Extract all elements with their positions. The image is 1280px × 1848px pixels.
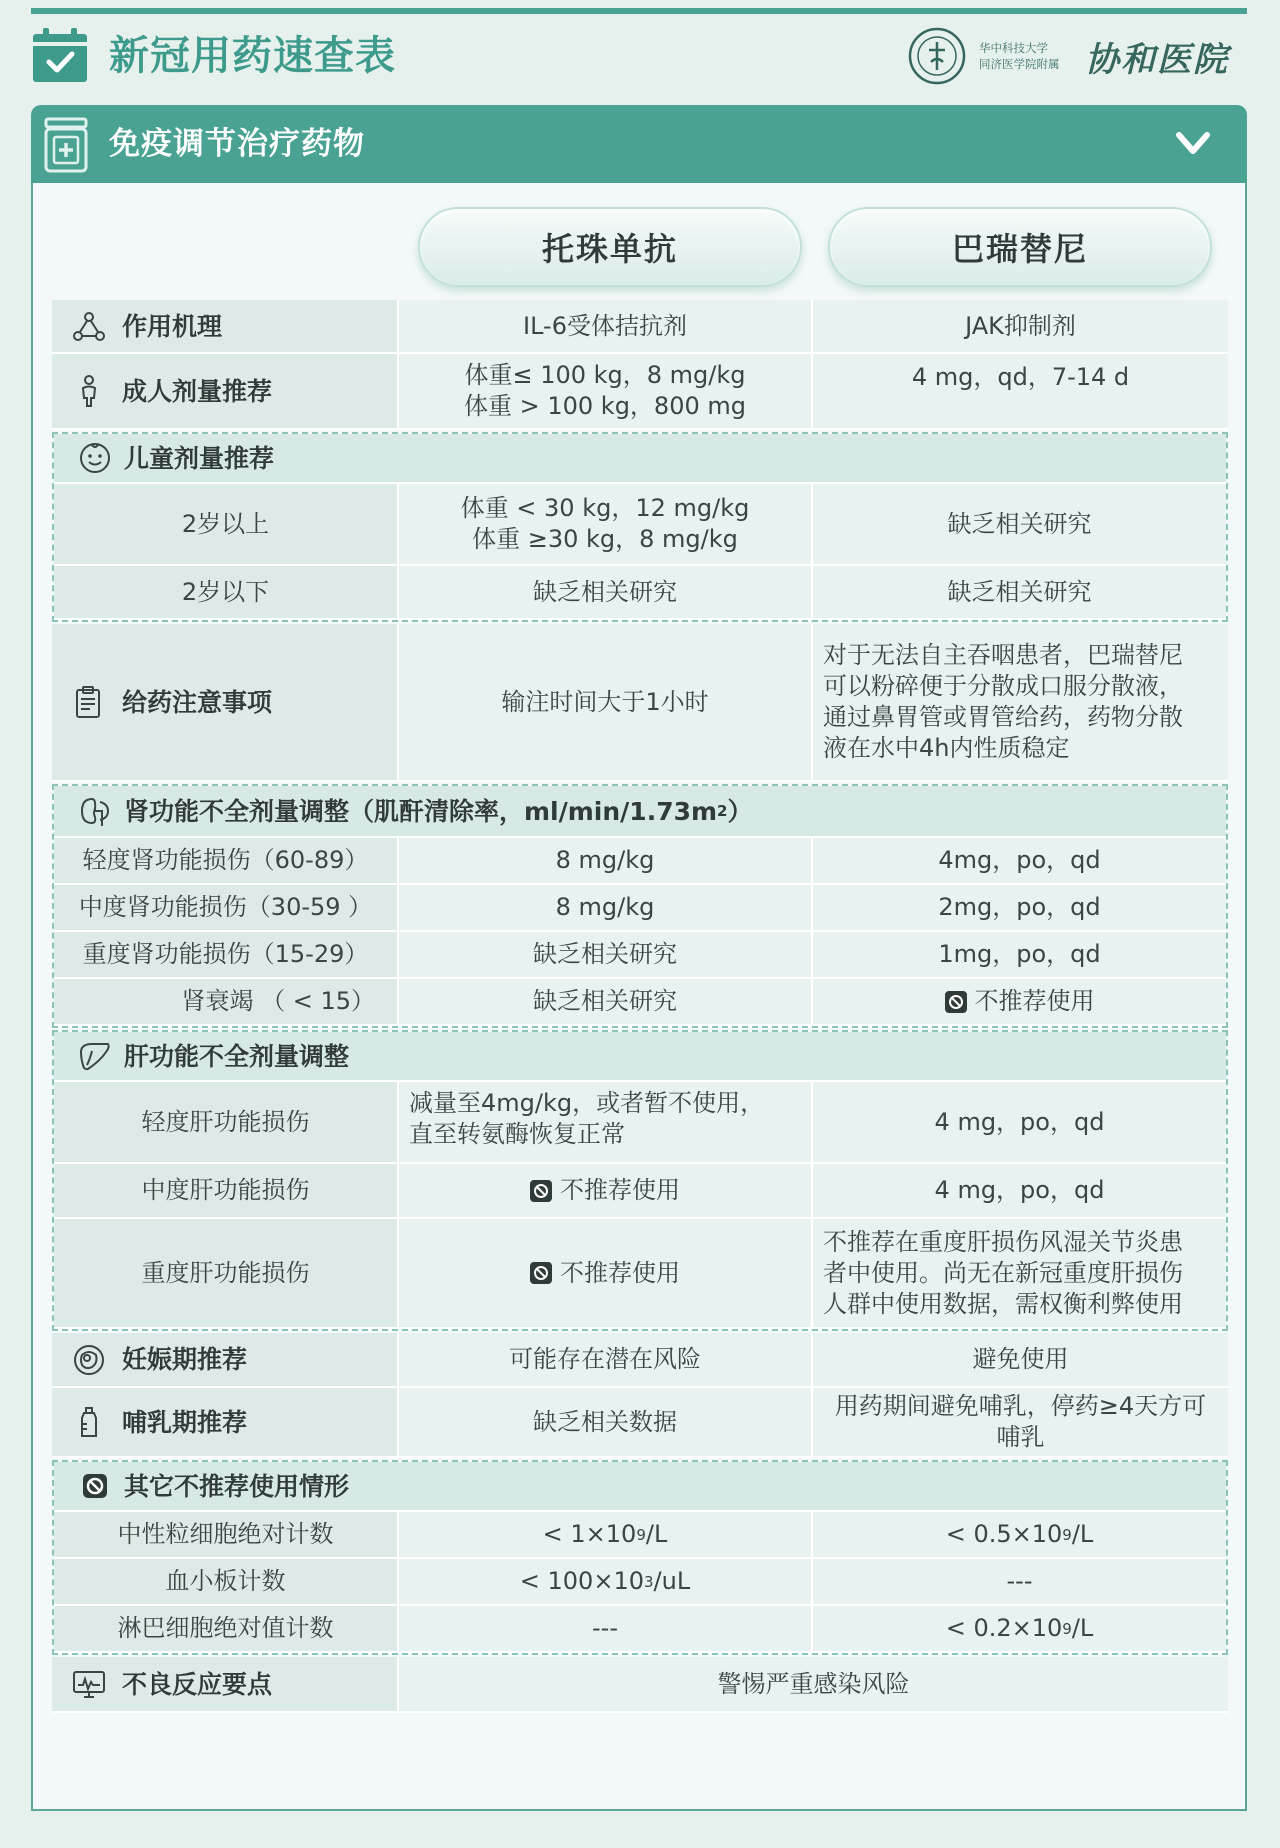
row-label: 重度肾功能损伤（15-29）: [54, 932, 399, 979]
tocilizumab-value: 缺乏相关研究: [399, 979, 813, 1026]
prohibited-icon: [530, 1180, 552, 1202]
section-header[interactable]: [31, 105, 1247, 183]
baricitinib-value: 4mg，po，qd: [813, 838, 1226, 885]
row-label: 淋巴细胞绝对值计数: [54, 1606, 399, 1653]
tocilizumab-value: 体重≤ 100 kg，8 mg/kg 体重 > 100 kg，800 mg: [399, 354, 813, 430]
group-header-renal: [54, 786, 1226, 838]
group-label: 儿童剂量推荐: [54, 434, 1226, 484]
table-row-pregnancy: [52, 1333, 1228, 1388]
row-label: 中度肝功能损伤: [54, 1164, 399, 1219]
baricitinib-value: 不推荐在重度肝损伤风湿关节炎患 者中使用。尚无在新冠重度肝损伤 人群中使用数据，需权衡利弊使用: [813, 1219, 1226, 1329]
molecule-icon: [72, 309, 106, 343]
table-row-lactation: [52, 1388, 1228, 1458]
logo-name: 协和医院: [1085, 40, 1229, 80]
table-row-lymphocyte: [54, 1606, 1226, 1653]
table-row-hepatic-severe: [54, 1219, 1226, 1329]
row-label: 轻度肾功能损伤（60-89）: [54, 838, 399, 885]
tocilizumab-value: IL-6受体拮抗剂: [399, 300, 813, 354]
table-row-renal-mild: [54, 838, 1226, 885]
tocilizumab-value: 缺乏相关研究: [399, 566, 813, 620]
tocilizumab-value: 缺乏相关数据: [399, 1388, 813, 1458]
table-row-adverse: [52, 1657, 1228, 1713]
table-row-renal-moderate: [54, 885, 1226, 932]
tocilizumab-value: < 1×10 9 /L: [399, 1512, 813, 1559]
baricitinib-value: JAK抑制剂: [813, 300, 1228, 354]
tocilizumab-value: 不推荐使用: [399, 1219, 813, 1329]
tocilizumab-value: 8 mg/kg: [399, 885, 813, 932]
prohibited-icon: [78, 1469, 112, 1503]
page-title: 新冠用药速查表: [109, 33, 396, 79]
row-label: 中性粒细胞绝对计数: [54, 1512, 399, 1559]
tocilizumab-value: 输注时间大于1小时: [399, 624, 813, 782]
baricitinib-value: 1mg，po，qd: [813, 932, 1226, 979]
group-header-other: [54, 1462, 1226, 1512]
baby-face-icon: [78, 441, 112, 475]
table-row-renal-severe: [54, 932, 1226, 979]
group-other-not-recommended: [52, 1460, 1228, 1655]
table-row-mechanism: [52, 300, 1228, 354]
tocilizumab-value: 缺乏相关研究: [399, 932, 813, 979]
drug-header-tocilizumab: 托珠单抗: [418, 207, 802, 287]
table-row-hepatic-mild: [54, 1082, 1226, 1164]
row-label: 轻度肝功能损伤: [54, 1082, 399, 1164]
baby-bottle-icon: [72, 1405, 106, 1439]
row-label: 成人剂量推荐: [52, 354, 399, 430]
row-label: 2岁以上: [54, 484, 399, 566]
group-label: 其它不推荐使用情形: [54, 1462, 1226, 1512]
row-label: 2岁以下: [54, 566, 399, 620]
tocilizumab-value: < 100×10 3 /uL: [399, 1559, 813, 1606]
baricitinib-value: < 0.5×10 9 /L: [813, 1512, 1226, 1559]
hospital-logo: [907, 26, 1237, 88]
table-row-hepatic-moderate: [54, 1164, 1226, 1219]
table-row-child-under2: [54, 566, 1226, 620]
group-hepatic-adjustment: [52, 1030, 1228, 1331]
row-label: 作用机理: [52, 300, 399, 354]
baricitinib-value: 4 mg，qd，7-14 d: [813, 354, 1228, 430]
prohibited-icon: [945, 991, 967, 1013]
baricitinib-value: 4 mg，po，qd: [813, 1082, 1226, 1164]
baricitinib-value: ---: [813, 1559, 1226, 1606]
drug-header-baricitinib: 巴瑞替尼: [828, 207, 1212, 287]
row-label: 血小板计数: [54, 1559, 399, 1606]
table-row-platelet: [54, 1559, 1226, 1606]
row-label: 肾衰竭 （ < 15）: [54, 979, 399, 1026]
group-child-dose: [52, 432, 1228, 622]
pregnant-icon: [72, 1343, 106, 1377]
person-icon: [72, 374, 106, 408]
table-row-renal-failure: [54, 979, 1226, 1026]
baricitinib-value: 2mg，po，qd: [813, 885, 1226, 932]
liver-icon: [78, 1039, 112, 1073]
tocilizumab-value: 减量至4mg/kg，或者暂不使用， 直至转氨酶恢复正常: [399, 1082, 813, 1164]
group-renal-adjustment: [52, 784, 1228, 1028]
baricitinib-value: 缺乏相关研究: [813, 566, 1226, 620]
table-row-neutrophil: [54, 1512, 1226, 1559]
group-label: 肝功能不全剂量调整: [54, 1032, 1226, 1082]
monitor-icon: [72, 1667, 106, 1701]
baricitinib-value: < 0.2×10 9 /L: [813, 1606, 1226, 1653]
logo-subtitle: 华中科技大学 同济医学院附属: [979, 41, 1060, 71]
row-label: 哺乳期推荐: [52, 1388, 399, 1458]
group-label: 肾功能不全剂量调整（肌酐清除率，ml/min/1.73m 2 ）: [54, 786, 1226, 838]
table-row-adult-dose: [52, 354, 1228, 430]
row-label: 重度肝功能损伤: [54, 1219, 399, 1329]
table-row-child-over2: [54, 484, 1226, 566]
section-title: 免疫调节治疗药物: [109, 126, 365, 162]
tocilizumab-value: 8 mg/kg: [399, 838, 813, 885]
tocilizumab-value: 可能存在潜在风险: [399, 1333, 813, 1388]
baricitinib-value: 4 mg，po，qd: [813, 1164, 1226, 1219]
calendar-check-icon: [31, 26, 89, 84]
table-row-administration: [52, 624, 1228, 782]
adverse-value: 警惕严重感染风险: [399, 1657, 1228, 1713]
baricitinib-value: 避免使用: [813, 1333, 1228, 1388]
page-header: [31, 22, 1247, 102]
top-rule: [31, 8, 1247, 14]
baricitinib-value: 用药期间避免哺乳，停药≥4天方可 哺乳: [813, 1388, 1228, 1458]
tocilizumab-value: 体重 < 30 kg，12 mg/kg 体重 ≥30 kg，8 mg/kg: [399, 484, 813, 566]
row-label: 不良反应要点: [52, 1657, 399, 1713]
group-header-hepatic: [54, 1032, 1226, 1082]
prohibited-icon: [530, 1262, 552, 1284]
row-label: 妊娠期推荐: [52, 1333, 399, 1388]
tocilizumab-value: 不推荐使用: [399, 1164, 813, 1219]
tocilizumab-value: ---: [399, 1606, 813, 1653]
baricitinib-value: 对于无法自主吞咽患者，巴瑞替尼 可以粉碎便于分散成口服分散液， 通过鼻胃管或胃管给药，药物分散 液在水中4h内性质稳定: [813, 624, 1228, 782]
drug-comparison-table: [52, 300, 1228, 1713]
clipboard-icon: [72, 685, 106, 719]
chevron-down-icon[interactable]: [1175, 129, 1211, 159]
hospital-seal-icon: [907, 26, 967, 86]
group-header-child-dose: [54, 434, 1226, 484]
row-label: 给药注意事项: [52, 624, 399, 782]
medicine-box-icon: [43, 115, 89, 175]
baricitinib-value: 缺乏相关研究: [813, 484, 1226, 566]
kidney-icon: [78, 794, 112, 828]
baricitinib-value: 不推荐使用: [813, 979, 1226, 1026]
row-label: 中度肾功能损伤（30-59 ）: [54, 885, 399, 932]
